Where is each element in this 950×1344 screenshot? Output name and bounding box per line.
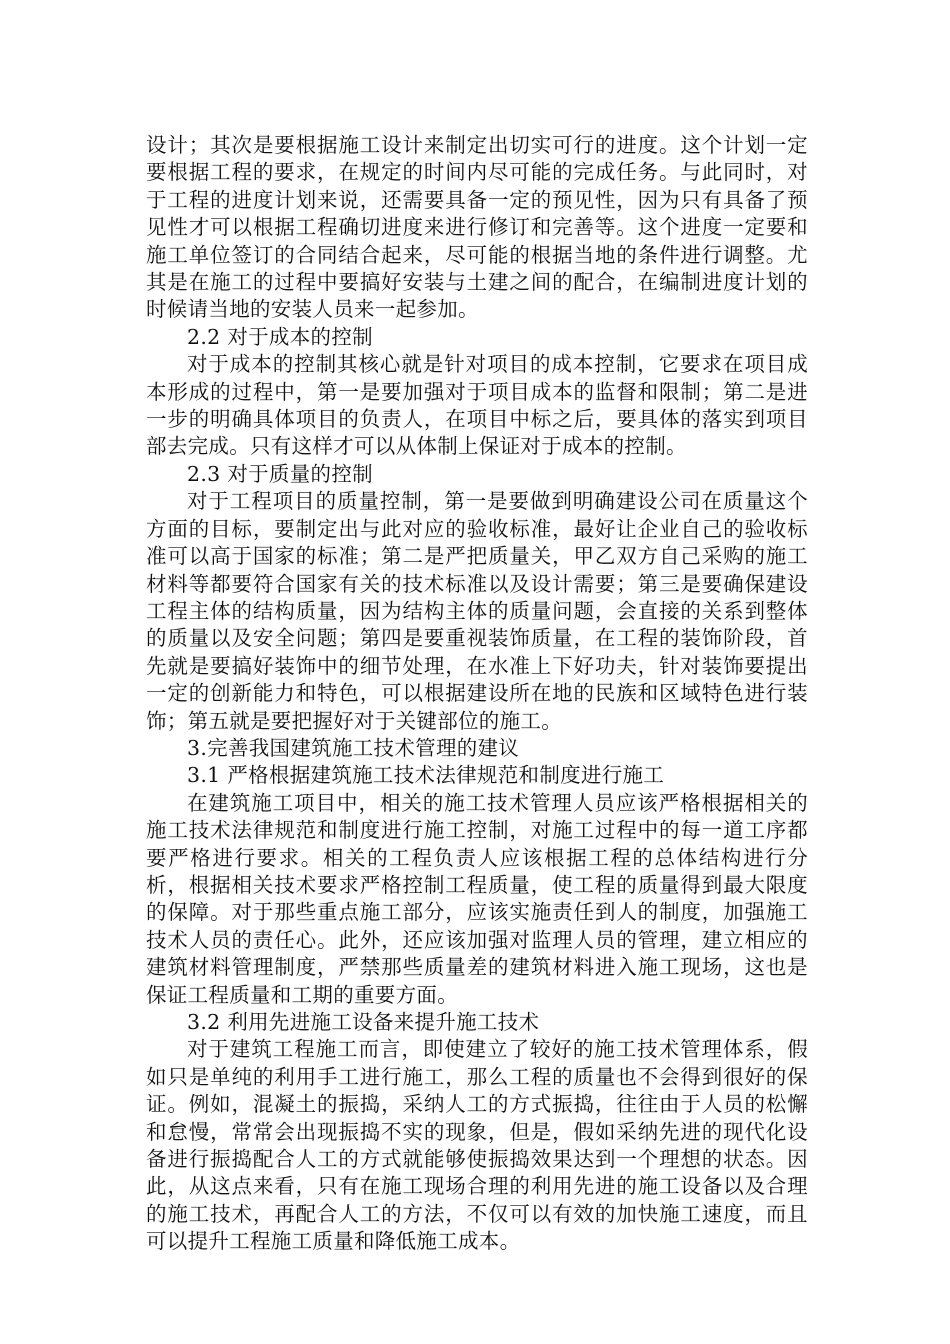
paragraph-schedule-continued: 设计；其次是要根据施工设计来制定出切实可行的进度。这个计划一定要根据工程的要求，在规定的时间内尽可能的完成任务。与此同时，对于工程的进度计划来说，还需要具备一定的预见性，因为只有具备了预见性才可以根据工程确切进度来进行修订和完善等。这个进度一定要和施工单位签订的合同结合起来，尽可能的根据当地的条件进行调整。尤其是在施工的过程中要搞好安装与土建之间的配合，在编制进度计划的时候请当地的安装人员来一起参加。 bbox=[146, 133, 808, 322]
heading-3-2: 3.2 利用先进施工设备来提升施工技术 bbox=[187, 1010, 540, 1034]
heading-3-1: 3.1 严格根据建筑施工技术法律规范和制度进行施工 bbox=[187, 763, 665, 788]
heading-cost-control: 2.2 对于成本的控制 bbox=[187, 324, 373, 349]
heading-quality-control: 2.3 对于质量的控制 bbox=[187, 461, 373, 486]
paragraph-quality-control: 对于工程项目的质量控制，第一是要做到明确建设公司在质量这个方面的目标，要制定出与此对应的验收标准，最好让企业自己的验收标准可以高于国家的标准；第二是严把质量关，甲乙双方自己采购的施工材料等都要符合国家有关的技术标准以及设计需要；第三是要确保建设工程主体的结构质量，因为结构主体的质量问题，会直接的关系到整体的质量以及安全问题；第四是要重视装饰质量，在工程的装饰阶段，首先就是要搞好装饰中的细节处理，在水准上下好功夫，针对装饰要提出一定的创新能力和特色，可以根据建设所在地的民族和区域特色进行装饰；第五就是要把握好对于关键部位的施工。 bbox=[146, 489, 808, 733]
heading-section-3: 3.完善我国建筑施工技术管理的建议 bbox=[187, 735, 520, 760]
paragraph-3-1: 在建筑施工项目中，相关的施工技术管理人员应该严格根据相关的施工技术法律规范和制度进行施工控制，对施工过程中的每一道工序都要严格进行要求。相关的工程负责人应该根据工程的总体结构进行分析，根据相关技术要求严格控制工程质量，使工程的质量得到最大限度的保障。对于那些重点施工部分，应该实施责任到人的制度，加强施工技术人员的责任心。此外，还应该加强对监理人员的管理，建立相应的建筑材料管理制度，严禁那些质量差的建筑材料进入施工现场，这也是保证工程质量和工期的重要方面。 bbox=[146, 790, 808, 1007]
document-body bbox=[146, 132, 808, 1256]
paragraph-3-2: 对于建筑工程施工而言，即使建立了较好的施工技术管理体系，假如只是单纯的利用手工进行施工，那么工程的质量也不会得到很好的保证。例如，混凝土的振捣，采纳人工的方式振捣，往往由于人员的松懈和怠慢，常常会出现振捣不实的现象，但是，假如采纳先进的现代化设备进行振捣配合人工的方式就能够使振捣效果达到一个理想的状态。因此，从这点来看，只有在施工现场合理的利用先进的施工设备以及合理的施工技术，再配合人工的方法，不仅可以有效的加快施工速度，而且可以提升工程施工质量和降低施工成本。 bbox=[146, 1037, 808, 1254]
paragraph-cost-control: 对于成本的控制其核心就是针对项目的成本控制，它要求在项目成本形成的过程中，第一是要加强对于项目成本的监督和限制；第二是进一步的明确具体项目的负责人，在项目中标之后，要具体的落实到项目部去完成。只有这样才可以从体制上保证对于成本的控制。 bbox=[146, 352, 808, 459]
